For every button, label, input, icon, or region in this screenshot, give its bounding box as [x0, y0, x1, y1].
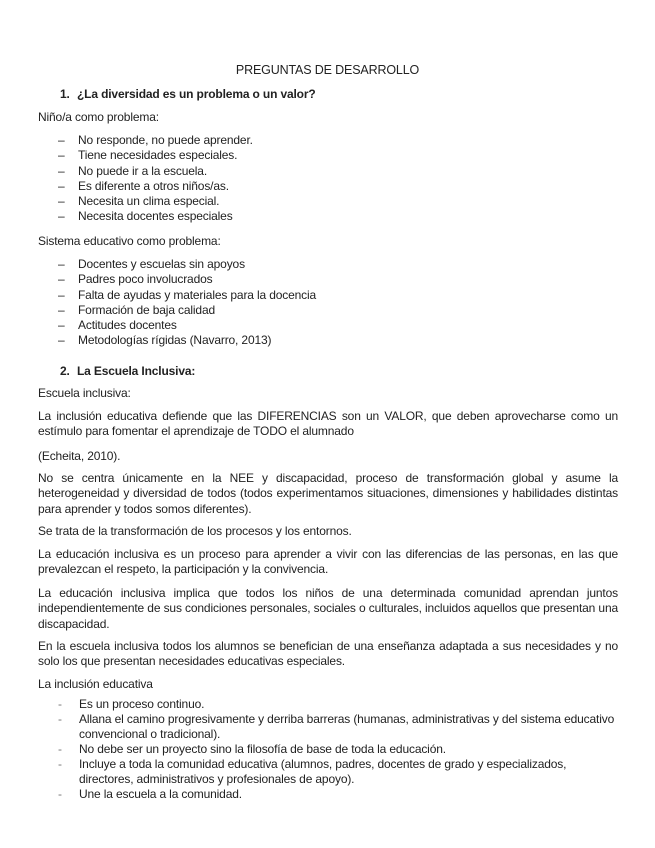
- list-item-text: Formación de baja calidad: [78, 302, 215, 317]
- bullet-dash: –: [58, 287, 65, 302]
- list-item: [38, 133, 618, 148]
- list-item: [38, 288, 618, 303]
- bullet-dash: –: [58, 133, 65, 147]
- bullet-dash: –: [58, 318, 65, 333]
- list-item-text: Metodologías rígidas (Navarro, 2013): [78, 333, 272, 348]
- bullet-dash: –: [58, 257, 65, 271]
- bullet-dash: -: [58, 697, 62, 711]
- list-item-text: Falta de ayudas y materiales para la docencia: [78, 287, 317, 302]
- paragraph: La inclusión educativa defiende que las DIFERENCIAS son un VALOR, que deben aprovecharse como un estímulo para fomentar el aprendizaje de TODO el alumnado: [38, 409, 618, 439]
- list-item: [38, 272, 618, 287]
- list-item-text: Actitudes docentes: [78, 318, 177, 333]
- list-item-text: Une la escuela a la comunidad.: [79, 787, 242, 801]
- list-item: [38, 757, 618, 787]
- paragraph: (Echeita, 2010).: [38, 449, 121, 463]
- section-1-heading: [60, 87, 640, 102]
- list-item-text: Es diferente a otros niños/as.: [78, 178, 229, 193]
- list-item: [38, 318, 618, 333]
- list-item: [38, 179, 618, 194]
- paragraph: La educación inclusiva es un proceso para aprender a vivir con las diferencias de las personas, en las que prevalezcan el respeto, la participación y la convivencia.: [38, 547, 618, 577]
- list-item: [38, 742, 618, 757]
- system-problem-list: [38, 257, 618, 349]
- list-item: [38, 257, 618, 272]
- list-item-text: Es un proceso continuo.: [79, 697, 205, 711]
- section-heading-text: ¿La diversidad es un problema o un valor?: [77, 87, 316, 101]
- page-title: PREGUNTAS DE DESARROLLO: [235, 63, 420, 77]
- bullet-dash: -: [58, 712, 62, 726]
- list-item-text: Incluye a toda la comunidad educativa (alumnos, padres, docentes de grado y especializados, directores, administrativos y profesionales de apoyo).: [79, 757, 567, 786]
- bullet-dash: –: [58, 194, 65, 209]
- list-item: [38, 194, 618, 209]
- bullet-dash: –: [58, 333, 65, 348]
- bullet-dash: –: [58, 163, 65, 178]
- list-item: [38, 209, 618, 224]
- bullet-dash: –: [58, 148, 65, 163]
- list-item: [38, 712, 618, 742]
- bullet-dash: –: [58, 302, 65, 317]
- bullet-dash: -: [58, 757, 62, 771]
- list-item-text: No responde, no puede aprender.: [78, 133, 253, 147]
- list-item-text: No debe ser un proyecto sino la filosofía de base de toda la educación.: [79, 742, 446, 756]
- bullet-dash: –: [58, 272, 65, 287]
- list-item-text: Necesita docentes especiales: [78, 209, 233, 224]
- list-item: [38, 303, 618, 318]
- inclusion-list: [38, 697, 618, 802]
- bullet-dash: –: [58, 178, 65, 193]
- list-item: [38, 333, 618, 348]
- bullet-dash: -: [58, 742, 62, 756]
- list-item: [38, 787, 618, 802]
- list-item-text: Allana el camino progresivamente y derriba barreras (humanas, administrativas y del sistema educativo convencional o tradicional).: [79, 712, 615, 741]
- child-problem-label: Niño/a como problema:: [38, 110, 159, 124]
- child-problem-list: [38, 133, 618, 225]
- bullet-dash: -: [58, 787, 62, 801]
- list-item: [38, 148, 618, 163]
- list-item-text: Tiene necesidades especiales.: [78, 148, 238, 163]
- list-item-text: No puede ir a la escuela.: [78, 163, 208, 178]
- system-problem-label: Sistema educativo como problema:: [38, 234, 221, 248]
- list-item-text: Padres poco involucrados: [78, 272, 213, 287]
- list-item-text: Necesita un clima especial.: [78, 194, 220, 209]
- inclusion-label: La inclusión educativa: [38, 677, 153, 691]
- paragraph: La educación inclusiva implica que todos los niños de una determinada comunidad aprendan juntos independientemente de sus condiciones personales, sociales o culturales, incluidos aquellos que presentan una discapacidad.: [38, 586, 618, 631]
- bullet-dash: –: [58, 209, 65, 224]
- list-item-text: Docentes y escuelas sin apoyos: [78, 257, 245, 271]
- section-number: 1.: [60, 87, 70, 101]
- list-item: [38, 164, 618, 179]
- inclusive-school-label: Escuela inclusiva:: [38, 386, 131, 400]
- section-number: 2.: [60, 364, 70, 378]
- paragraph: Se trata de la transformación de los procesos y los entornos.: [38, 524, 352, 538]
- list-item: [38, 697, 618, 712]
- paragraph: En la escuela inclusiva todos los alumnos se benefician de una enseñanza adaptada a sus necesidades y no solo los que presentan necesidades educativas especiales.: [38, 639, 618, 669]
- section-heading-text: La Escuela Inclusiva:: [77, 364, 196, 378]
- section-2-heading: [60, 364, 640, 379]
- paragraph: No se centra únicamente en la NEE y discapacidad, proceso de transformación global y asume la heterogeneidad y diversidad de todos (todos experimentamos situaciones, dimensiones y habilidades distintas para aprender y todos somos diferentes).: [38, 471, 618, 516]
